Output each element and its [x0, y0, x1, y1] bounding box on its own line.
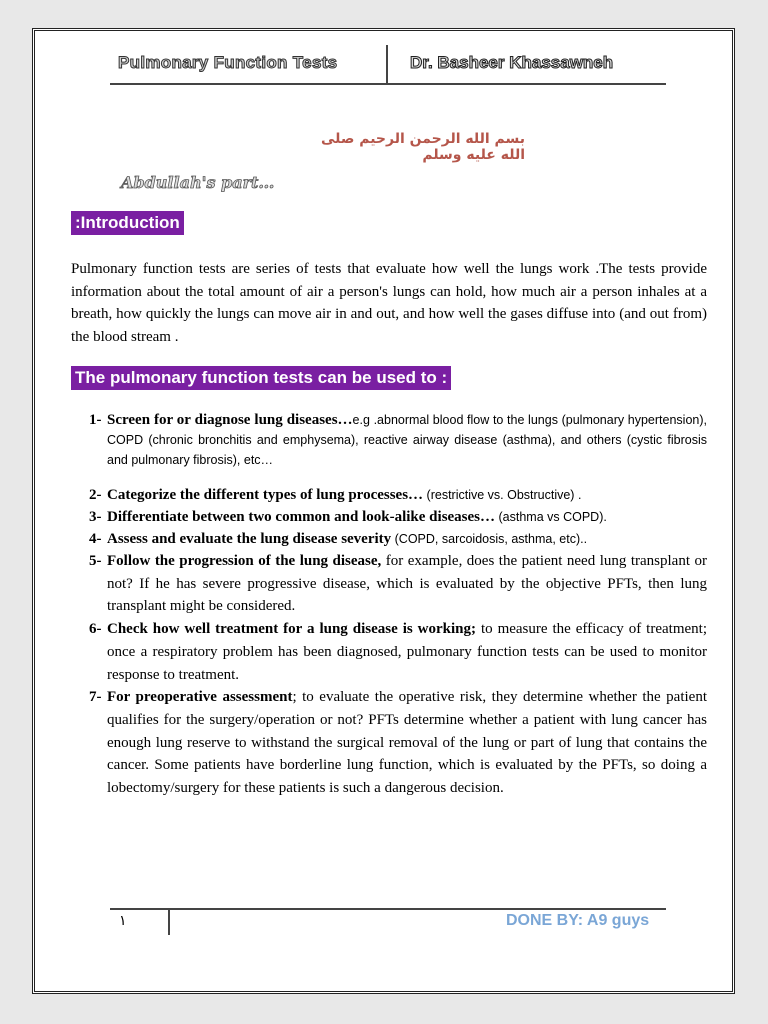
- basmala-text: بسم الله الرحمن الرحيم صلى الله عليه وسلم: [320, 131, 525, 163]
- item-bold-text: For preoperative assessment: [107, 689, 293, 706]
- item-text: ; to evaluate the operative risk, they determine whether the patient qualifies for the surgery/operation or not? PFTs determine whether a patient with lung cancer has enough lung reserve to withstand the surgical removal of the lung or part of lung that contains the cancer. Some patients have borderline lung function, which is evaluated by the PFTs, so doing a lobectomy/surgery for these patients is such a dangerous decision.: [107, 689, 707, 797]
- item-text: (asthma vs COPD).: [495, 510, 607, 524]
- page-number: ١: [119, 913, 127, 929]
- item-bold-text: Categorize the different types of lung processes…: [107, 487, 424, 503]
- list-item: [71, 686, 707, 800]
- item-number: 4-: [89, 531, 102, 547]
- item-bold-text: Check how well treatment for a lung disease is working;: [107, 621, 476, 638]
- item-number: 2-: [89, 487, 102, 503]
- author-part-title: Abdullah's part…: [121, 173, 275, 192]
- item-bold-text: Assess and evaluate the lung disease severity: [107, 531, 392, 547]
- item-bold-text: Screen for or diagnose lung diseases…: [107, 412, 353, 428]
- item-number: 1-: [89, 412, 102, 428]
- list-item: [71, 484, 707, 506]
- header-course-title: Pulmonary Function Tests: [118, 53, 338, 72]
- item-text: to measure the efficacy of treatment; once a respiratory problem has been diagnosed, pulmonary function tests can be used to monitor response to treatment.: [107, 621, 707, 683]
- header-divider: [386, 45, 388, 85]
- item-number: 7-: [89, 689, 102, 706]
- list-item: [71, 618, 707, 686]
- uses-heading: The pulmonary function tests can be used to :: [71, 366, 451, 390]
- list-item: [71, 528, 707, 550]
- item-number: 5-: [89, 553, 102, 569]
- document-page: [32, 28, 735, 994]
- item-bold-text: Follow the progression of the lung disease,: [107, 553, 382, 569]
- list-item: [71, 550, 707, 618]
- item-text: (COPD, sarcoidosis, asthma, etc)..: [391, 532, 588, 546]
- introduction-heading: :Introduction: [71, 211, 184, 235]
- item-bold-text: Differentiate between two common and look-alike diseases…: [107, 509, 496, 525]
- list-item: [71, 506, 707, 528]
- introduction-paragraph: Pulmonary function tests are series of tests that evaluate how well the lungs work .The tests provide information about the total amount of air a person's lungs can hold, how much air a person inhales at a breath, how quickly the lungs can move air in and out, and how well the gases diffuse into (and out from) the blood stream .: [71, 261, 707, 345]
- uses-list: [71, 410, 707, 800]
- item-number: 3-: [89, 509, 102, 525]
- header-doctor-name: Dr. Basheer Khassawneh: [410, 53, 614, 72]
- item-text: for example, does the patient need lung transplant or not? If he has severe progressive disease, which is evaluated by the objective PFTs, then lung transplant might be considered.: [107, 553, 707, 615]
- item-number: 6-: [89, 621, 102, 638]
- footer-divider: [110, 908, 666, 910]
- done-by-credit: DONE BY: A9 guys: [506, 912, 650, 929]
- page-header: [110, 45, 666, 85]
- footer-separator: [168, 909, 170, 935]
- item-text: e.g .abnormal blood flow to the lungs (pulmonary hypertension), COPD (chronic bronchitis and emphysema), reactive airway disease (asthma), and others (cystic fibrosis and pulmonary fibrosis), etc…: [107, 413, 707, 467]
- list-item: [71, 410, 707, 470]
- item-text: (restrictive vs. Obstructive) .: [423, 488, 582, 502]
